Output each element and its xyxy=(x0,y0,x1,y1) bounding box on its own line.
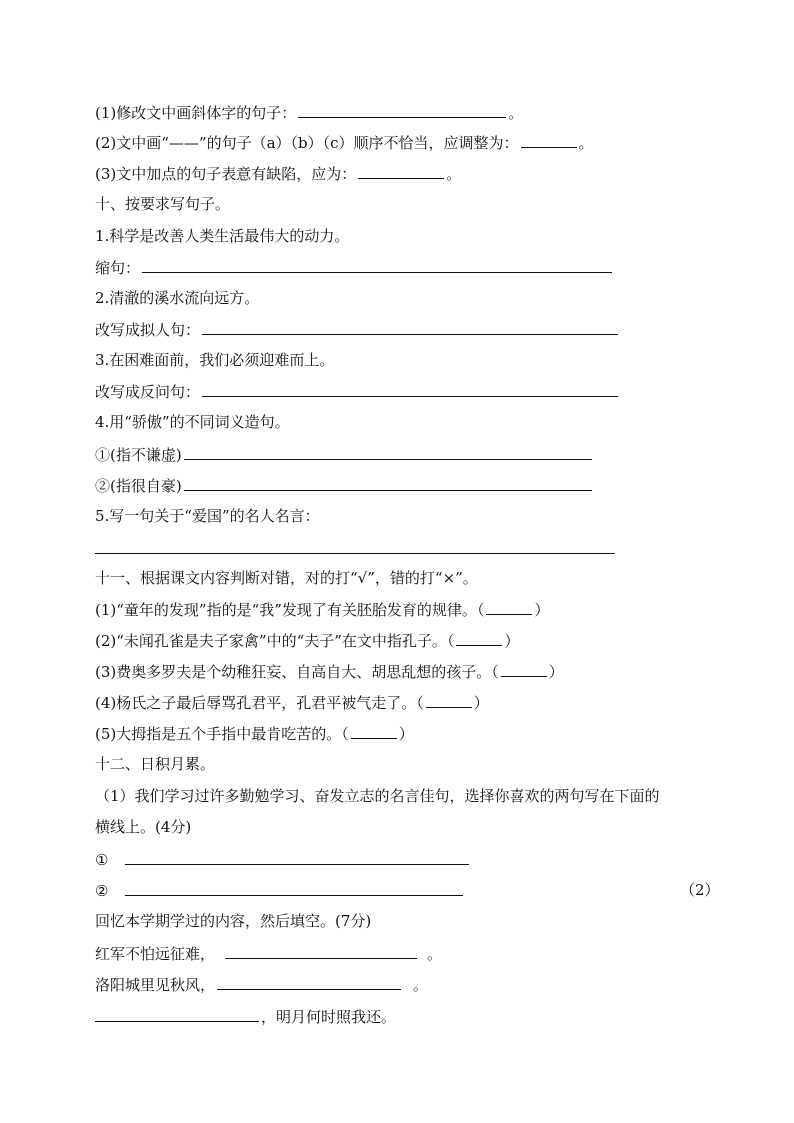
q9-item-1-end: 。 xyxy=(508,104,524,122)
paren-close: ） xyxy=(398,725,414,743)
q11-item-3-answer-blank[interactable] xyxy=(501,660,547,677)
q12-2-number: （2） xyxy=(680,881,720,899)
poem-line-2-text: 洛阳城里见秋风， xyxy=(95,976,216,994)
q10-4a-answer-blank[interactable] xyxy=(184,443,592,460)
q9-item-2-text: (2)文中画“——”的句子（a）（b）（c）顺序不恰当，应调整为： xyxy=(95,134,519,152)
q9-item-3 xyxy=(95,162,461,184)
q9-item-3-end: 。 xyxy=(446,165,462,183)
poem-line-3-blank[interactable] xyxy=(95,1005,259,1022)
q11-item-2 xyxy=(95,629,519,651)
q10-3-prompt: 改写成反问句： xyxy=(95,383,201,401)
q10-1-sentence: 1.科学是改善人类生活最伟大的动力。 xyxy=(95,227,350,245)
q11-item-4-text: (4)杨氏之子最后辱骂孔君平，孔君平被气走了。 xyxy=(95,694,417,712)
paren-open: （ xyxy=(341,725,349,743)
q12-1-line2: 横线上。(4分) xyxy=(95,818,192,836)
paren-open: （ xyxy=(446,632,455,650)
q10-1-prompt: 缩句： xyxy=(95,259,141,277)
q9-item-2-end: 。 xyxy=(578,134,594,152)
q9-item-1-answer-blank[interactable] xyxy=(298,101,506,118)
q9-item-1 xyxy=(95,101,523,123)
q10-1-line xyxy=(95,256,614,278)
q10-2-sentence: 2.清澈的溪水流向远方。 xyxy=(95,289,260,307)
q12-1-answer-1 xyxy=(95,848,471,870)
q9-item-1-text: (1)修改文中画斜体字的句子： xyxy=(95,104,297,122)
section11-title: 十一、根据课文内容判断对错，对的打“√”，错的打“×”。 xyxy=(95,569,478,587)
q9-item-2-answer-blank[interactable] xyxy=(521,131,577,148)
q12-1-answer-2 xyxy=(95,879,465,901)
paren-close: ） xyxy=(504,632,520,650)
paren-open: （ xyxy=(491,663,499,681)
poem-line-1-blank[interactable] xyxy=(225,942,417,959)
q11-item-5 xyxy=(95,722,414,744)
q11-item-1-text: (1)“童年的发现”指的是“我”发现了有关胚胎发育的规律。 xyxy=(95,601,477,619)
paren-open: （ xyxy=(416,694,424,712)
q10-1-answer-blank[interactable] xyxy=(142,256,612,273)
poem-line-3 xyxy=(95,1005,396,1027)
q10-3-answer-blank[interactable] xyxy=(202,380,618,397)
q10-3-sentence: 3.在困难面前，我们必须迎难而上。 xyxy=(95,351,335,369)
q12-2-instruction: 回忆本学期学过的内容，然后填空。(7分) xyxy=(95,912,372,930)
q10-5-sentence: 5.写一句关于“爱国”的名人名言： xyxy=(95,507,320,525)
q10-3-line xyxy=(95,380,620,402)
paren-close: ） xyxy=(548,663,564,681)
section12-title: 十二、日积月累。 xyxy=(95,755,216,773)
poem-line-1-text: 红军不怕远征难， xyxy=(95,945,216,963)
q10-5-answer-line[interactable] xyxy=(95,553,615,554)
poem-line-3-text: ，明月何时照我还。 xyxy=(261,1008,397,1026)
section10-title: 十、按要求写句子。 xyxy=(95,195,231,213)
q11-item-2-text: (2)“未闻孔雀是夫子家禽”中的“夫子”在文中指孔子。 xyxy=(95,632,447,650)
q11-item-4 xyxy=(95,691,489,713)
q11-item-3 xyxy=(95,660,564,682)
paren-open: （ xyxy=(476,601,485,619)
paren-close: ） xyxy=(534,601,550,619)
q11-item-4-answer-blank[interactable] xyxy=(426,691,472,708)
q10-2-line xyxy=(95,318,620,340)
poem-line-2 xyxy=(95,973,428,995)
q11-item-1 xyxy=(95,598,549,620)
q10-4a-line xyxy=(95,443,594,465)
q10-4a-prompt: ①(指不谦虚) xyxy=(95,446,182,464)
q12-1-answer-2-blank[interactable] xyxy=(125,879,463,896)
paren-close: ） xyxy=(473,694,489,712)
q10-4b-answer-blank[interactable] xyxy=(184,474,592,491)
q9-item-2 xyxy=(95,131,594,153)
q10-2-answer-blank[interactable] xyxy=(202,318,618,335)
poem-line-2-blank[interactable] xyxy=(217,973,401,990)
q10-4b-line xyxy=(95,474,594,496)
q9-item-3-text: (3)文中加点的句子表意有缺陷，应为： xyxy=(95,165,357,183)
poem-line-2-end: 。 xyxy=(413,976,429,994)
q11-item-1-answer-blank[interactable] xyxy=(486,598,532,615)
q10-4-sentence: 4.用“骄傲”的不同词义造句。 xyxy=(95,413,290,431)
q12-1-line1: （1）我们学习过许多勤勉学习、奋发立志的名言佳句，选择你喜欢的两句写在下面的 xyxy=(95,787,660,805)
q12-1-answer-1-blank[interactable] xyxy=(125,848,469,865)
circled-number-2: ② xyxy=(95,882,109,900)
q10-2-prompt: 改写成拟人句： xyxy=(95,321,201,339)
q11-item-5-answer-blank[interactable] xyxy=(351,722,397,739)
poem-line-1 xyxy=(95,942,442,964)
circled-number-1: ① xyxy=(95,851,109,869)
q10-4b-prompt: ②(指很自豪) xyxy=(95,477,182,495)
q11-item-3-text: (3)费奥多罗夫是个幼稚狂妄、自高自大、胡思乱想的孩子。 xyxy=(95,663,492,681)
q11-item-5-text: (5)大拇指是五个手指中最肯吃苦的。 xyxy=(95,725,342,743)
q9-item-3-answer-blank[interactable] xyxy=(358,162,444,179)
poem-line-1-end: 。 xyxy=(427,945,443,963)
q11-item-2-answer-blank[interactable] xyxy=(456,629,502,646)
